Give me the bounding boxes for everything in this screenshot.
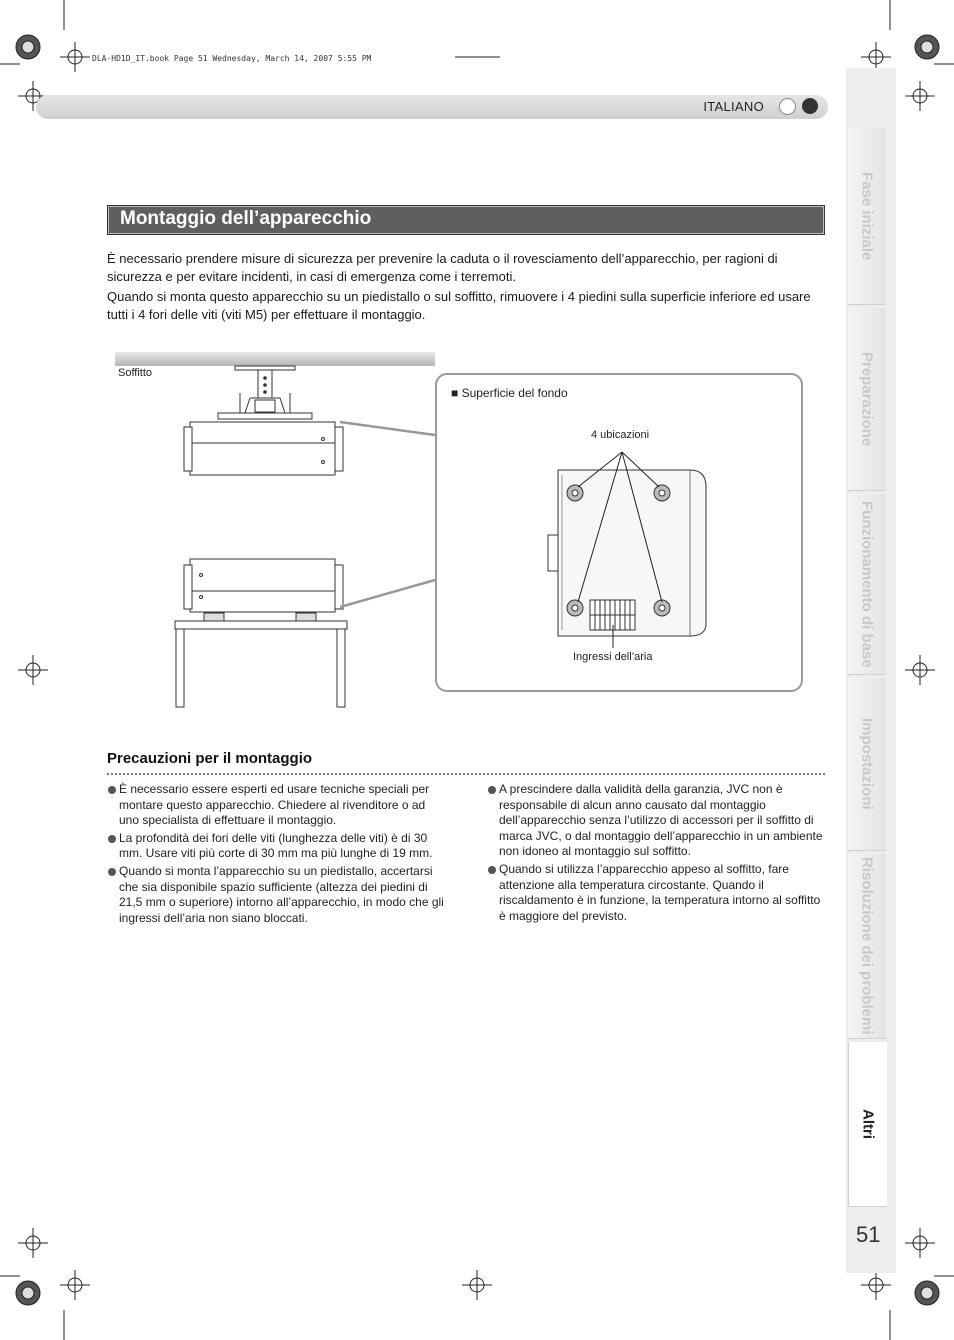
bottom-surface-illustration [540,440,720,650]
list-item: Quando si monta l’apparecchio su un piedistallo, accertarsi che sia disponibile spazio sufficiente (altezza dei piedini di 21,5 mm o superiore) intorno all’apparecchio, in modo che gli ingressi dell’aria non siano bloccati. [107,864,447,926]
intro-paragraph-1: È necessario prendere misure di sicurezza per prevenire la caduta o il rovesciamento dell’apparecchio, per ragioni di sicurezza e per evitare incidenti, in casi di emergenza come i terremoti. [107,251,778,284]
crosshair-left-lower [18,1228,48,1258]
crosshair-right-mid [905,655,935,685]
list-item: È necessario essere esperti ed usare tecniche speciali per montare questo apparecchio. Chiedere al rivenditore o ad uno specialista di effettuare il montaggio. [107,782,447,829]
locations-label: 4 ubicazioni [591,429,650,441]
side-tab-preparazione[interactable] [848,308,886,491]
side-tab-funzionamento[interactable] [848,494,886,675]
ceiling-band [115,352,435,366]
crosshair-left-mid [18,655,48,685]
filled-circle-icon [802,98,818,114]
crosshair-right-lower [905,1228,935,1258]
side-tab-label: Funzionamento di base [858,500,876,668]
crosshair-bottom-right [861,1270,891,1300]
side-tab-fase-iniziale[interactable] [848,128,886,305]
ceiling-projector [184,422,343,475]
list-item: La profondità dei fori delle viti (lunghezza delle viti) è di 30 mm. Usare viti più corte di 30 mm ma più lunghe di 19 mm. [107,831,447,862]
callout-lines [340,422,435,607]
crosshair-bottom-left [60,1270,90,1300]
print-header-line: DLA-HD1D_IT.book Page 51 Wednesday, March 14, 2007 5:55 PM [92,54,372,63]
side-tab-label: Impostazioni [858,718,876,810]
side-tab-label: Fase iniziale [858,171,876,261]
corner-target-top-right [915,35,939,59]
precautions-left-list [107,782,447,928]
mounting-illustration [100,345,445,715]
corner-target-bottom-left [16,1281,40,1305]
side-tab-label: Preparazione [858,351,876,447]
precautions-heading: Precauzioni per il montaggio [107,750,313,767]
intro-paragraph-2: Quando si monta questo apparecchio su un piedistallo o sul soffitto, rimuovere i 4 piedini sulla superficie inferiore ed usare tutti i 4 fori delle viti (viti M5) per effettuare il montaggio. [107,289,811,322]
crosshair-right-upper [905,81,935,111]
side-tab-altri[interactable] [848,1042,887,1207]
corner-target-top-left [16,35,40,59]
section-title-bar [107,205,825,235]
table-stand [175,621,347,707]
ceiling-label: Soffitto [118,367,153,379]
page-number: 51 [856,1222,881,1247]
empty-circle-icon [779,98,796,115]
crosshair-top-left [60,42,90,72]
language-label: ITALIANO [703,99,764,114]
list-item: A prescindere dalla validità della garanzia, JVC non è responsabile di alcun anno causato dal montaggio dell’apparecchio senza l’utilizzo di accessori per il soffitto di marca JVC, o dal montaggio dell’apparecchio in un ambiente non idoneo al montaggio sul soffitto. [487,782,827,860]
side-tab-impostazioni[interactable] [848,678,886,851]
page-title: Montaggio dell’apparecchio [120,208,372,229]
detail-title: ■ Superficie del fondo [451,386,568,400]
side-tab-label: Altri [859,1109,877,1139]
list-item: Quando si utilizza l’apparecchio appeso al soffitto, fare attenzione alla temperatura circostante. Quando il riscaldamento è in funzione, la temperatura intorno al soffitto è maggiore del previsto. [487,862,827,924]
air-inlets-label: Ingressi dell’aria [573,651,653,663]
side-tab-label: Risoluzione dei problemi [858,857,876,1035]
ceiling-bracket [218,366,312,419]
crosshair-bottom-center [462,1270,492,1300]
dotted-divider [107,773,825,775]
precautions-right-list [487,782,827,926]
side-tab-risoluzione[interactable] [848,854,886,1039]
table-projector [184,559,343,621]
corner-target-bottom-right [915,1281,939,1305]
